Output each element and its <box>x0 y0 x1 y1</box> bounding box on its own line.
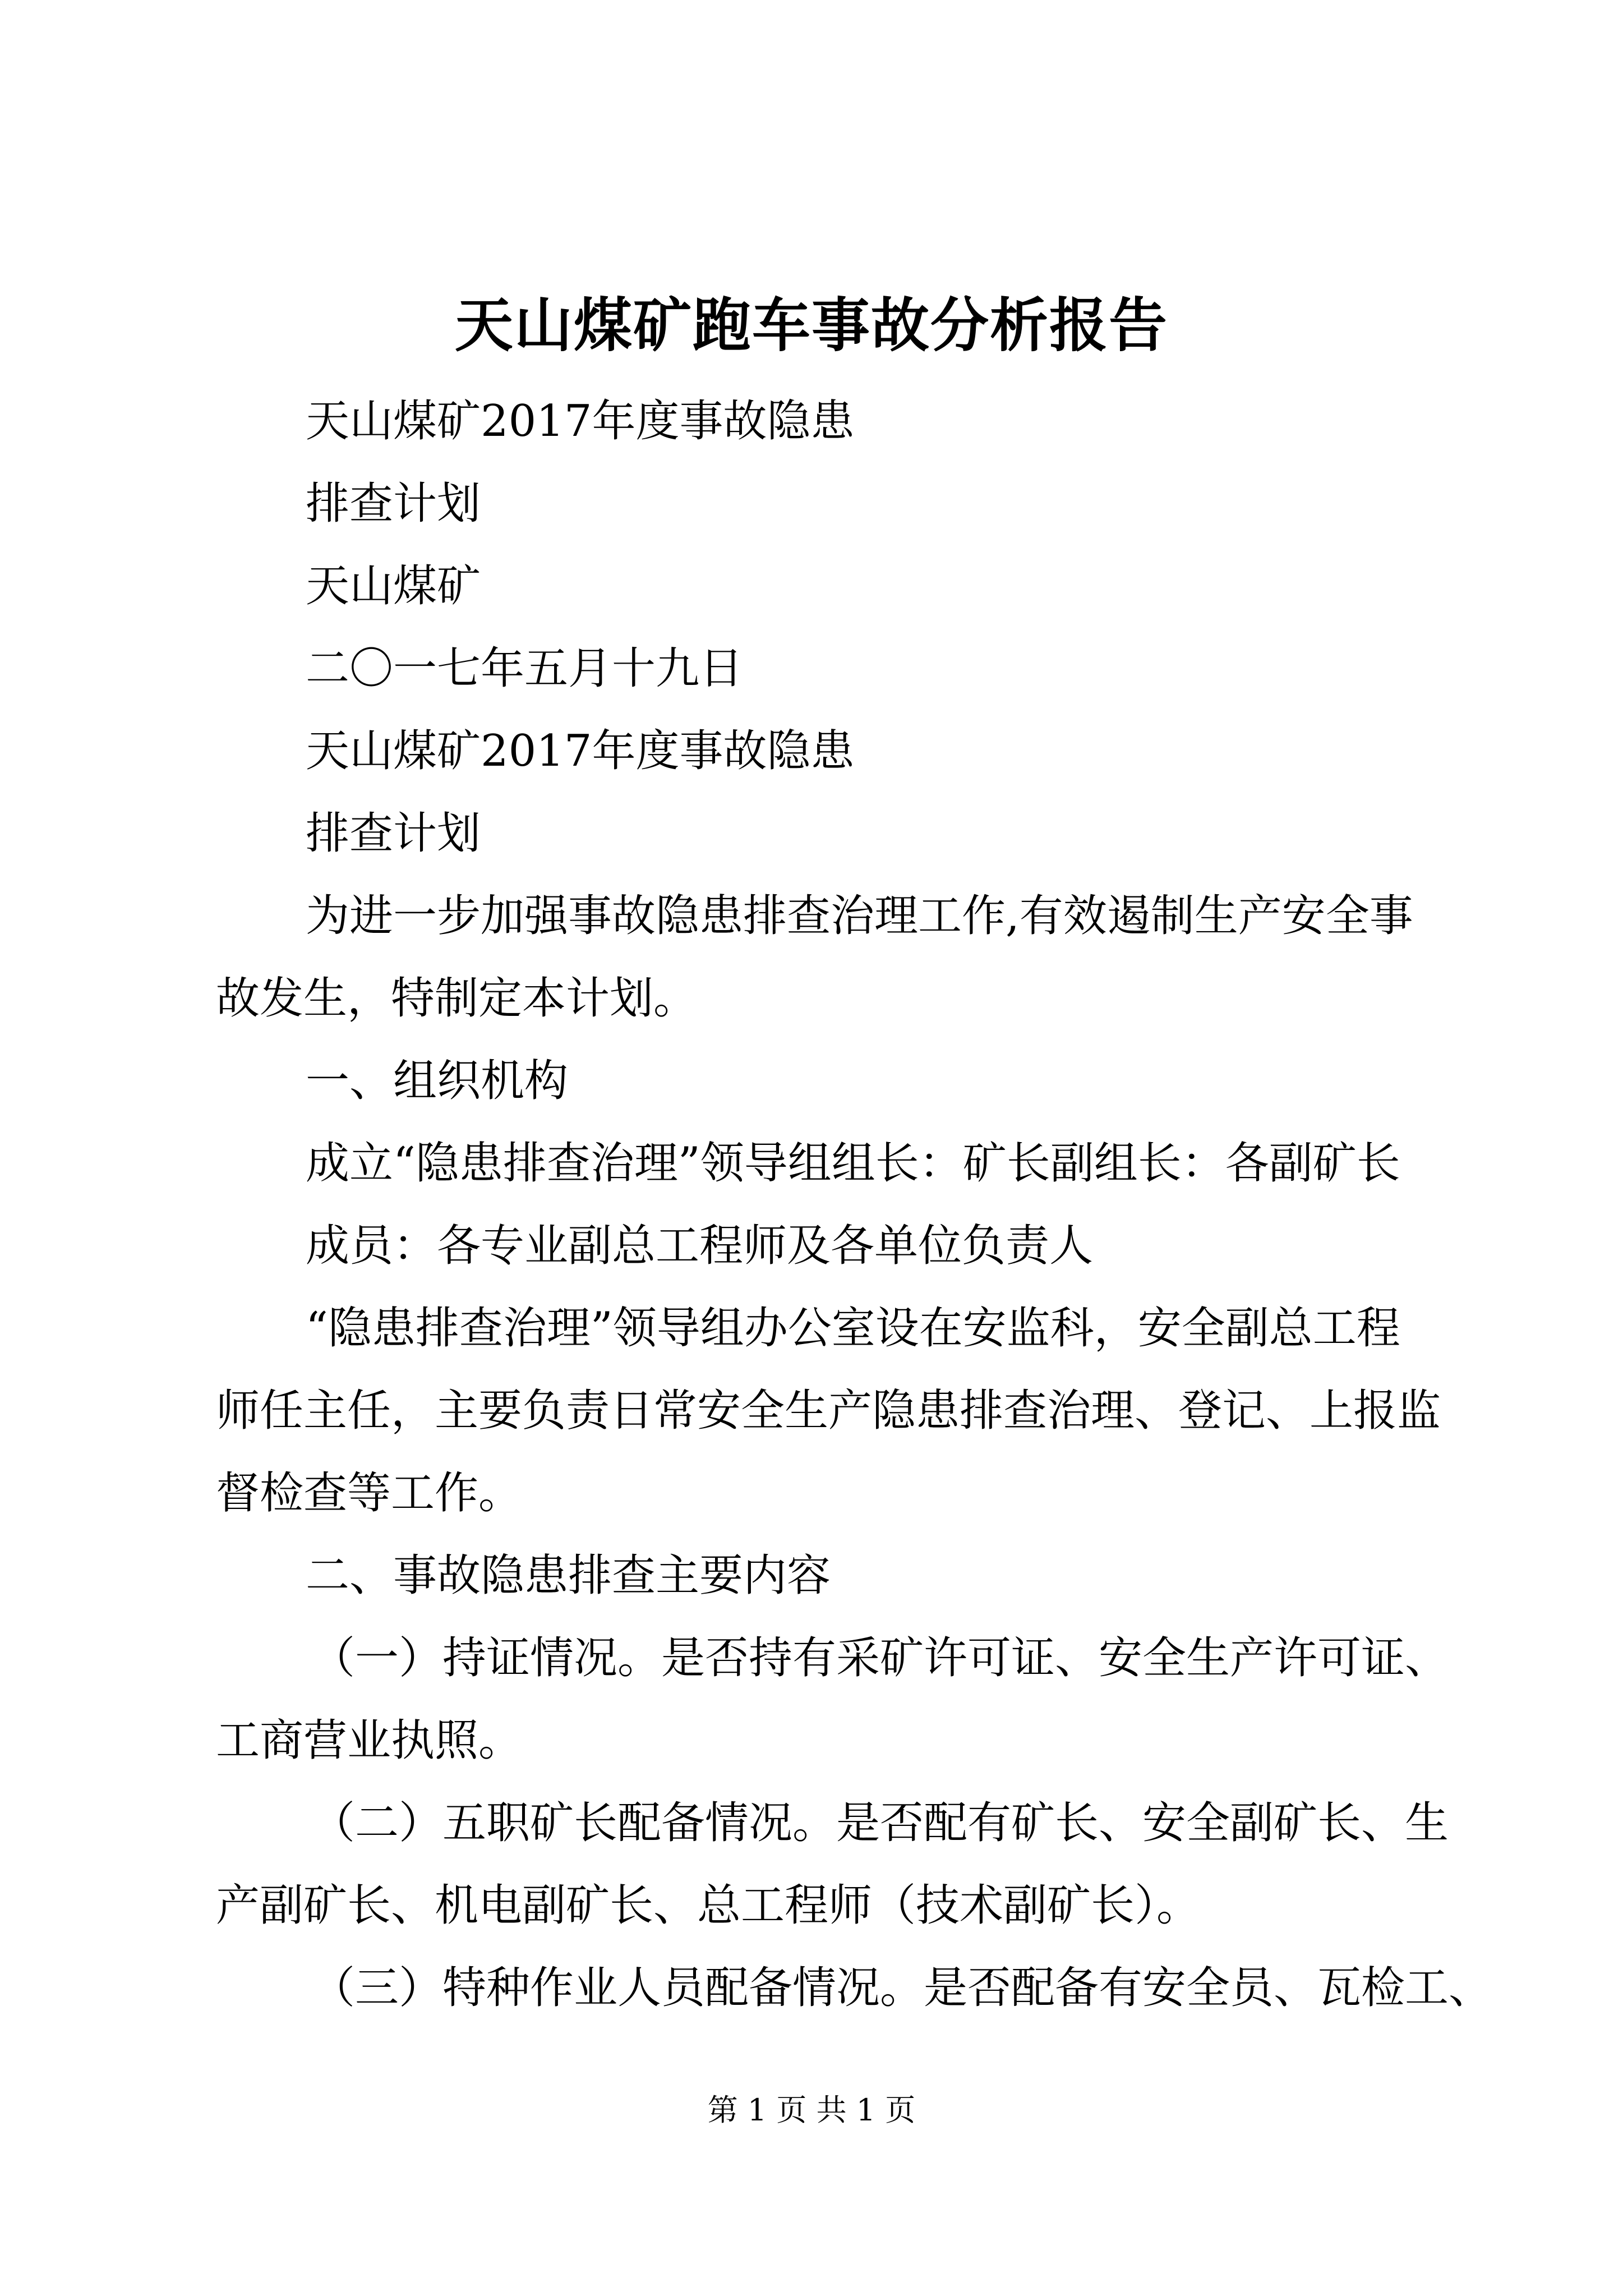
item-2-line-2: 产副矿长、机电副矿长、总工程师（技术副矿长）。 <box>216 1880 1201 1931</box>
org-name: 天山煤矿 <box>306 561 481 611</box>
intro-paragraph-line-1: 为进一步加强事故隐患排查治理工作,有效遏制生产安全事 <box>306 891 1413 941</box>
section-heading-organization: 一、组织机构 <box>306 1056 569 1106</box>
office-paragraph-line-3: 督检查等工作。 <box>216 1468 523 1519</box>
item-3-line-1: （三）特种作业人员配备情况。是否配备有安全员、瓦检工、 <box>311 1963 1493 2013</box>
members-line: 成员：各专业副总工程师及各单位负责人 <box>306 1221 1094 1271</box>
item-1-line-1: （一）持证情况。是否持有采矿许可证、安全生产许可证、 <box>311 1633 1449 1683</box>
plan-heading-repeat-line-2: 排查计划 <box>306 808 481 859</box>
plan-heading-line-1: 天山煤矿2017年度事故隐患 <box>306 396 855 447</box>
office-paragraph-line-1: “隐患排查治理”领导组办公室设在安监科，安全副总工程 <box>306 1303 1400 1354</box>
leadership-group-line: 成立“隐患排查治理”领导组组长：矿长副组长：各副矿长 <box>306 1138 1400 1189</box>
section-heading-main-content: 二、事故隐患排查主要内容 <box>306 1550 831 1601</box>
document-date: 二〇一七年五月十九日 <box>306 643 744 694</box>
item-1-line-2: 工商营业执照。 <box>216 1715 523 1766</box>
document-title: 天山煤矿跑车事故分析报告 <box>454 291 1168 360</box>
page-footer: 第 1 页 共 1 页 <box>707 2092 916 2128</box>
office-paragraph-line-2: 师任主任，主要负责日常安全生产隐患排查治理、登记、上报监 <box>216 1386 1441 1436</box>
plan-heading-line-2: 排查计划 <box>306 478 481 529</box>
intro-paragraph-line-2: 故发生，特制定本计划。 <box>216 973 698 1024</box>
plan-heading-repeat-line-1: 天山煤矿2017年度事故隐患 <box>306 726 855 776</box>
item-2-line-1: （二）五职矿长配备情况。是否配有矿长、安全副矿长、生 <box>311 1798 1449 1848</box>
